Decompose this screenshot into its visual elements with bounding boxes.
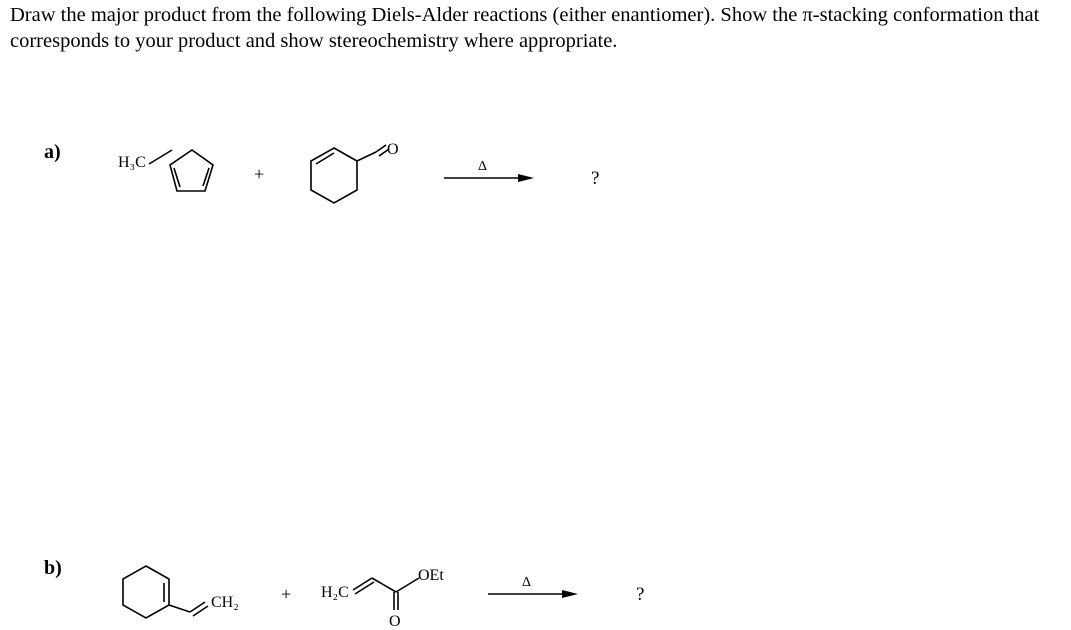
- ethoxy-label: OEt: [418, 567, 444, 584]
- reaction-arrow-a: [444, 174, 534, 182]
- product-placeholder-b: ?: [636, 584, 645, 605]
- cyclohexene-carbonyl-structure: [311, 145, 389, 203]
- vinylcyclohexene-structure: [123, 566, 208, 618]
- methyl-label: H₃C: [118, 154, 146, 171]
- reaction-arrow-b: [488, 590, 578, 598]
- reaction-scheme-b: [0, 540, 1071, 630]
- plus-sign-a: +: [254, 164, 265, 184]
- part-a-label: a): [44, 141, 61, 163]
- product-placeholder-a: ?: [591, 168, 600, 189]
- carbonyl-oxygen-b: O: [389, 613, 401, 630]
- part-b-label: b): [44, 557, 62, 579]
- methylcyclopentadiene-structure: [149, 150, 213, 191]
- reaction-scheme-a: [0, 120, 1071, 220]
- heat-symbol-a: Δ: [478, 159, 488, 174]
- plus-sign-b: +: [281, 584, 292, 604]
- ethyl-acrylate-structure: [353, 578, 419, 610]
- carbonyl-oxygen-a: O: [387, 141, 399, 158]
- question-text: Draw the major product from the following Diels-Alder reactions (either enantiomer). Show the π-stacking conformation that corresponds to your product and show stereochemistry where appropriate.: [10, 4, 1040, 52]
- ch2-label: CH₂: [211, 594, 239, 611]
- h2c-label: H₂C: [321, 584, 349, 601]
- heat-symbol-b: Δ: [522, 575, 532, 590]
